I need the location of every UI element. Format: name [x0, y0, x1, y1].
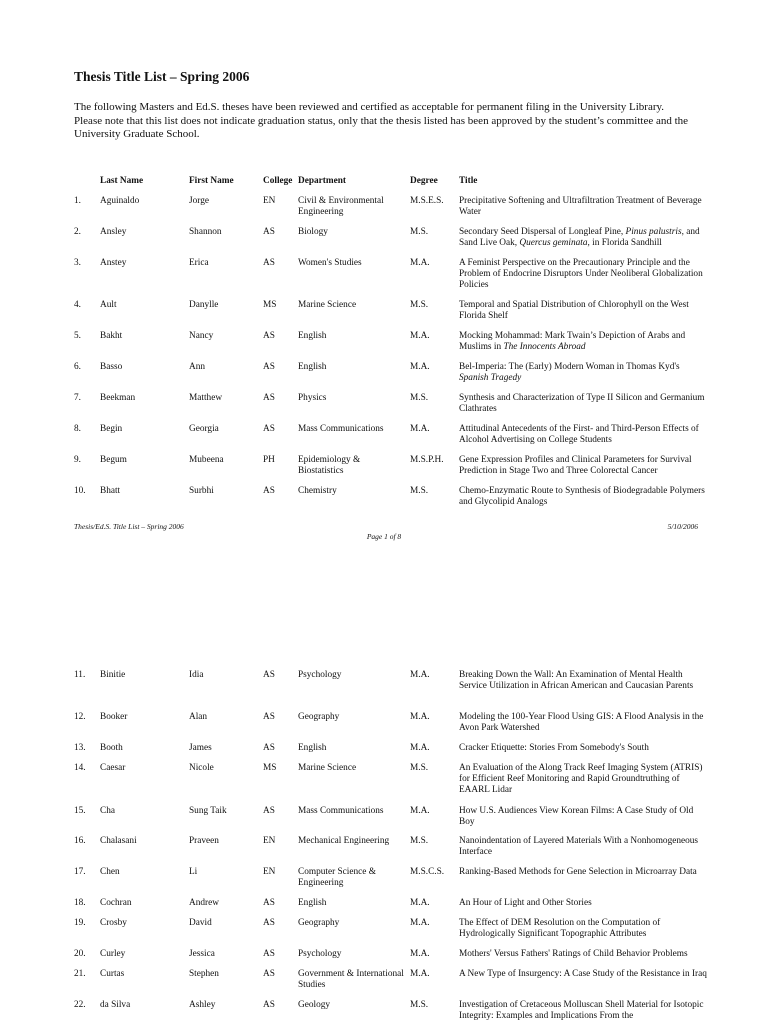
cell-college: AS [263, 331, 275, 341]
cell-degree: M.A. [410, 670, 430, 680]
footer-date: 5/10/2006 [667, 522, 698, 531]
cell-title: Attitudinal Antecedents of the First- and Third-Person Effects of Alcohol Advertising on College Students [459, 424, 699, 446]
cell-college: AS [263, 949, 275, 959]
cell-dept: English [298, 331, 327, 341]
header-college: College [263, 176, 293, 186]
intro-paragraph: The following Masters and Ed.S. theses have been reviewed and certified as acceptable for permanent filing in the University Library. Please note that this list does not indicate graduation status, only that the thesis listed has been approved by the student’s committee and the University Graduate School. [74, 101, 689, 140]
cell-degree: M.A. [410, 949, 430, 959]
header-degree: Degree [410, 176, 438, 186]
cell-last: Bhatt [100, 486, 121, 496]
cell-first: Alan [189, 712, 208, 722]
cell-degree: M.S. [410, 227, 429, 237]
cell-first: Andrew [189, 898, 219, 908]
cell-title: Chemo-Enzymatic Route to Synthesis of Biodegradable Polymers and Glycolipid Analogs [459, 486, 705, 508]
cell-college: AS [263, 918, 275, 928]
cell-first: Jorge [189, 196, 209, 206]
cell-first: Ashley [189, 1000, 216, 1010]
cell-last: Chalasani [100, 836, 137, 846]
cell-dept: English [298, 362, 327, 372]
cell-degree: M.S.P.H. [410, 455, 444, 465]
cell-college: MS [263, 763, 277, 773]
cell-degree: M.S. [410, 300, 429, 310]
cell-num: 2. [74, 227, 81, 237]
cell-college: PH [263, 455, 275, 465]
cell-degree: M.A. [410, 898, 430, 908]
cell-last: Booth [100, 743, 123, 753]
cell-dept: Epidemiology & Biostatistics [298, 455, 361, 477]
cell-last: Aguinaldo [100, 196, 140, 206]
cell-college: AS [263, 743, 275, 753]
cell-last: Cochran [100, 898, 132, 908]
cell-college: AS [263, 670, 275, 680]
cell-num: 22. [74, 1000, 86, 1010]
cell-last: Basso [100, 362, 123, 372]
cell-title: How U.S. Audiences View Korean Films: A Case Study of Old Boy [459, 806, 694, 828]
cell-dept: Geography [298, 918, 340, 928]
cell-num: 19. [74, 918, 86, 928]
cell-first: Idia [189, 670, 204, 680]
cell-dept: Government & International Studies [298, 969, 404, 991]
cell-first: Li [189, 867, 198, 877]
cell-degree: M.A. [410, 806, 430, 816]
cell-first: Sung Taik [189, 806, 227, 816]
cell-title: Bel-Imperia: The (Early) Modern Woman in Thomas Kyd's Spanish Tragedy [459, 362, 680, 384]
cell-num: 10. [74, 486, 86, 496]
cell-degree: M.S. [410, 836, 429, 846]
cell-num: 3. [74, 258, 81, 268]
cell-num: 15. [74, 806, 86, 816]
cell-last: Cha [100, 806, 115, 816]
cell-college: AS [263, 1000, 275, 1010]
cell-dept: Marine Science [298, 300, 357, 310]
cell-num: 14. [74, 763, 86, 773]
cell-college: AS [263, 258, 275, 268]
header-department: Department [298, 176, 347, 186]
cell-title: Cracker Etiquette: Stories From Somebody's South [459, 743, 649, 753]
cell-num: 8. [74, 424, 81, 434]
cell-last: Curtas [100, 969, 125, 979]
cell-degree: M.S. [410, 763, 429, 773]
cell-degree: M.A. [410, 258, 430, 268]
cell-num: 7. [74, 393, 81, 403]
cell-dept: Geology [298, 1000, 331, 1010]
cell-last: Curley [100, 949, 126, 959]
cell-last: Ault [100, 300, 117, 310]
header-last-name: Last Name [100, 176, 144, 186]
cell-degree: M.A. [410, 424, 430, 434]
cell-num: 20. [74, 949, 86, 959]
cell-first: James [189, 743, 212, 753]
cell-first: Mubeena [189, 455, 224, 465]
cell-title: Mothers' Versus Fathers' Ratings of Child Behavior Problems [459, 949, 688, 959]
cell-college: AS [263, 898, 275, 908]
cell-title: Precipitative Softening and Ultrafiltration Treatment of Beverage Water [459, 196, 702, 218]
cell-degree: M.S. [410, 393, 429, 403]
cell-dept: Geography [298, 712, 340, 722]
cell-first: Shannon [189, 227, 222, 237]
cell-num: 6. [74, 362, 81, 372]
cell-college: AS [263, 969, 275, 979]
cell-first: Ann [189, 362, 206, 372]
cell-dept: Women's Studies [298, 258, 362, 268]
cell-first: David [189, 918, 212, 928]
cell-dept: Mechanical Engineering [298, 836, 390, 846]
cell-num: 17. [74, 867, 86, 877]
cell-first: Nicole [189, 763, 214, 773]
cell-dept: English [298, 743, 327, 753]
cell-dept: Mass Communications [298, 424, 384, 434]
cell-first: Jessica [189, 949, 215, 959]
cell-last: Ansley [100, 227, 127, 237]
cell-degree: M.S.C.S. [410, 867, 445, 877]
cell-title: A Feminist Perspective on the Precautionary Principle and the Problem of Endocrine Disruptors Under Neoliberal Globalization Policies [459, 258, 703, 291]
cell-dept: Computer Science & Engineering [298, 867, 376, 889]
cell-num: 1. [74, 196, 81, 206]
cell-title: A New Type of Insurgency: A Case Study of the Resistance in Iraq [459, 969, 707, 979]
cell-college: AS [263, 712, 275, 722]
cell-last: Caesar [100, 763, 126, 773]
cell-last: Begum [100, 455, 127, 465]
cell-dept: English [298, 898, 327, 908]
cell-title: Synthesis and Characterization of Type II Silicon and Germanium Clathrates [459, 393, 705, 415]
cell-dept: Psychology [298, 949, 342, 959]
cell-num: 4. [74, 300, 81, 310]
cell-title: Investigation of Cretaceous Molluscan Shell Material for Isotopic Integrity: Examples and Implications From the [459, 1000, 704, 1022]
cell-title: Secondary Seed Dispersal of Longleaf Pine, Pinus palustris, and Sand Live Oak, Quercus geminata, in Florida Sandhill [459, 227, 700, 249]
cell-degree: M.A. [410, 331, 430, 341]
cell-title: Temporal and Spatial Distribution of Chlorophyll on the West Florida Shelf [459, 300, 689, 322]
cell-dept: Civil & Environmental Engineering [298, 196, 384, 218]
cell-dept: Physics [298, 393, 327, 403]
cell-num: 13. [74, 743, 86, 753]
cell-num: 5. [74, 331, 81, 341]
cell-dept: Chemistry [298, 486, 337, 496]
cell-college: EN [263, 196, 276, 206]
cell-last: Beekman [100, 393, 136, 403]
cell-last: Begin [100, 424, 123, 434]
cell-dept: Psychology [298, 670, 342, 680]
cell-first: Nancy [189, 331, 214, 341]
cell-last: Chen [100, 867, 120, 877]
cell-title: Modeling the 100-Year Flood Using GIS: A Flood Analysis in the Avon Park Watershed [459, 712, 704, 734]
cell-degree: M.A. [410, 362, 430, 372]
cell-title: An Evaluation of the Along Track Reef Imaging System (ATRIS) for Efficient Reef Monitoring and Rapid Groundtruthing of EAARL Lidar [459, 763, 703, 796]
cell-degree: M.S.E.S. [410, 196, 444, 206]
cell-dept: Marine Science [298, 763, 357, 773]
cell-degree: M.A. [410, 743, 430, 753]
footer-page-number: Page 1 of 8 [366, 532, 402, 541]
cell-degree: M.A. [410, 918, 430, 928]
cell-title: Breaking Down the Wall: An Examination of Mental Health Service Utilization in African American and Caucasian Parents [459, 670, 694, 692]
cell-title: An Hour of Light and Other Stories [459, 898, 592, 908]
page-title: Thesis Title List – Spring 2006 [74, 69, 250, 84]
cell-college: AS [263, 806, 275, 816]
cell-first: Praveen [189, 836, 219, 846]
cell-num: 18. [74, 898, 86, 908]
cell-degree: M.S. [410, 486, 429, 496]
cell-title: Gene Expression Profiles and Clinical Parameters for Survival Prediction in Stage Two and Three Colorectal Cancer [459, 455, 692, 477]
cell-num: 16. [74, 836, 86, 846]
cell-college: AS [263, 227, 275, 237]
cell-college: AS [263, 393, 275, 403]
cell-first: Danylle [189, 300, 219, 310]
cell-num: 21. [74, 969, 86, 979]
cell-college: AS [263, 486, 275, 496]
cell-title: The Effect of DEM Resolution on the Computation of Hydrologically Significant Topographic Attributes [459, 918, 661, 940]
cell-first: Matthew [189, 393, 223, 403]
cell-last: Booker [100, 712, 128, 722]
cell-college: EN [263, 867, 276, 877]
header-title: Title [459, 176, 478, 186]
cell-degree: M.A. [410, 969, 430, 979]
cell-last: Binitie [100, 670, 126, 680]
cell-num: 9. [74, 455, 81, 465]
cell-dept: Mass Communications [298, 806, 384, 816]
cell-num: 11. [74, 670, 86, 680]
cell-college: MS [263, 300, 277, 310]
cell-first: Stephen [189, 969, 219, 979]
cell-degree: M.S. [410, 1000, 429, 1010]
cell-last: Crosby [100, 918, 127, 928]
cell-title: Mocking Mohammad: Mark Twain’s Depiction of Arabs and Muslims in The Innocents Abroad [459, 331, 686, 353]
footer-left: Thesis/Ed.S. Title List – Spring 2006 [74, 522, 184, 531]
cell-degree: M.A. [410, 712, 430, 722]
cell-last: da Silva [100, 1000, 131, 1010]
cell-title: Nanoindentation of Layered Materials With a Nonhomogeneous Interface [459, 836, 699, 858]
cell-college: AS [263, 424, 275, 434]
cell-college: AS [263, 362, 275, 372]
cell-last: Anstey [100, 258, 127, 268]
cell-last: Bakht [100, 331, 123, 341]
cell-dept: Biology [298, 227, 328, 237]
cell-first: Georgia [189, 424, 219, 434]
cell-first: Surbhi [189, 486, 214, 496]
cell-title: Ranking-Based Methods for Gene Selection in Microarray Data [459, 867, 697, 877]
cell-college: EN [263, 836, 276, 846]
cell-num: 12. [74, 712, 86, 722]
header-first-name: First Name [189, 176, 234, 186]
cell-first: Erica [189, 258, 209, 268]
